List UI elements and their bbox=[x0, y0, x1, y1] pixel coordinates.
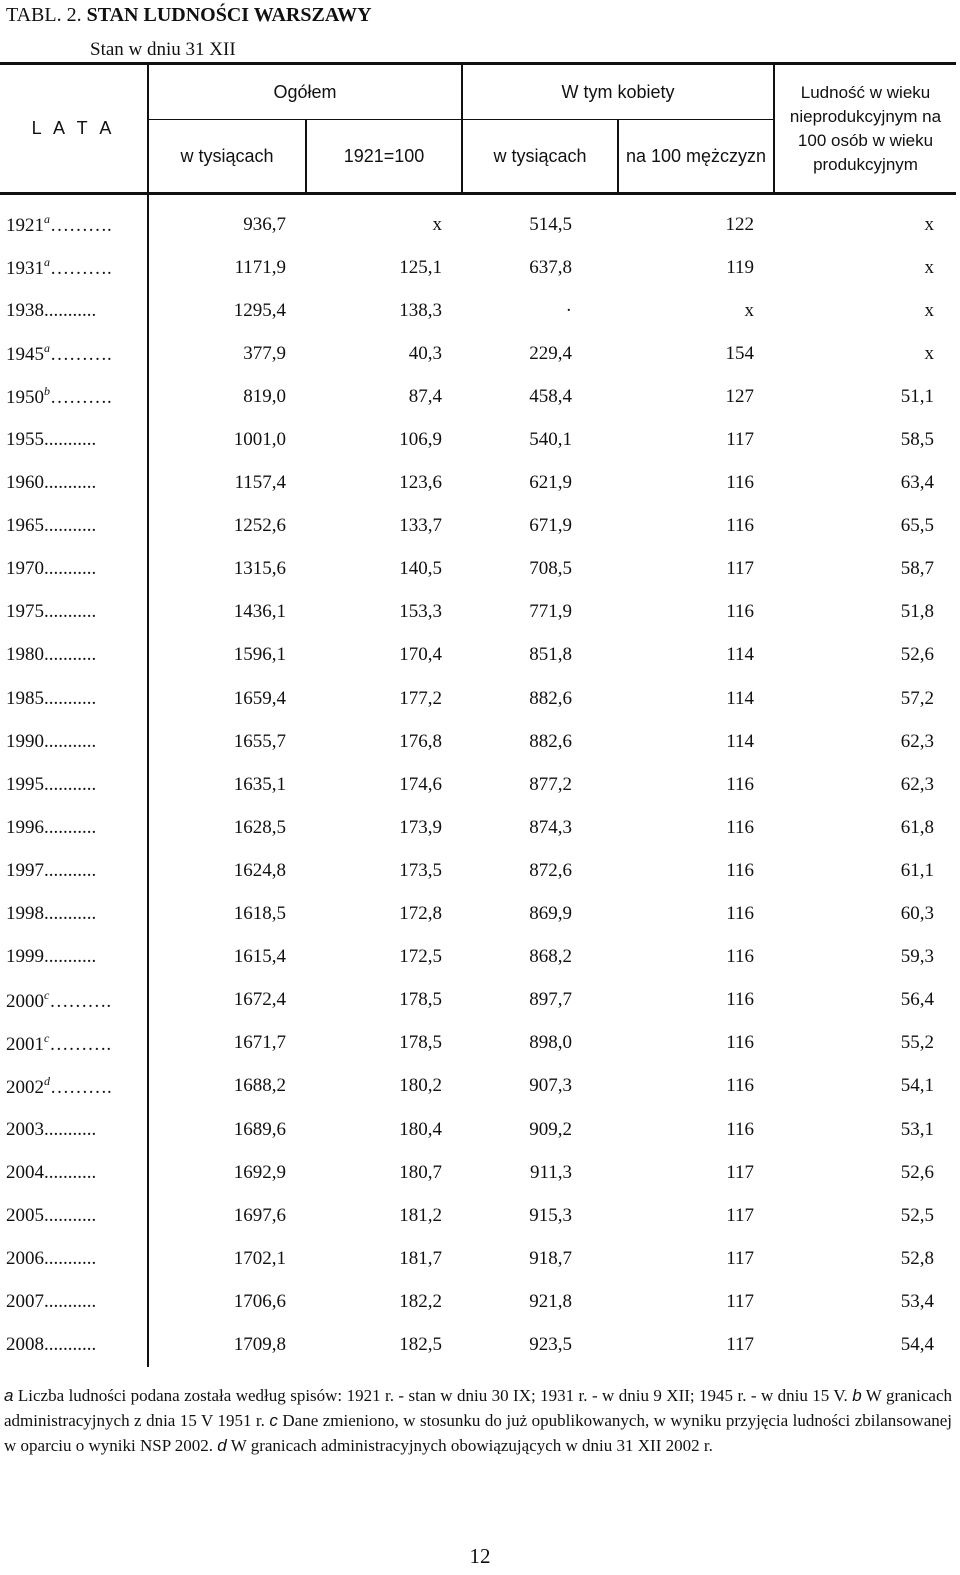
row-year: 2006 bbox=[6, 1247, 44, 1269]
row-year: 1997 bbox=[6, 859, 44, 881]
row-value-c2: 177,2 bbox=[399, 687, 442, 709]
row-value-c1: 1628,5 bbox=[148, 806, 306, 849]
row-leader-dots: ………. bbox=[50, 1076, 112, 1098]
row-value-c5: 61,8 bbox=[900, 816, 934, 838]
row-year: 1999 bbox=[6, 946, 44, 968]
row-value-c1: 1688,2 bbox=[148, 1065, 306, 1108]
col-header-lata: L A T A bbox=[0, 64, 148, 194]
row-value-c1: 377,9 bbox=[148, 332, 306, 375]
row-value-c4: 116 bbox=[726, 903, 754, 925]
row-year: 1938 bbox=[6, 299, 44, 321]
row-leader-dots: ........... bbox=[44, 1290, 97, 1312]
row-value-c5: 56,4 bbox=[900, 989, 934, 1011]
table-row bbox=[0, 1237, 956, 1280]
row-leader-dots: ………. bbox=[50, 215, 112, 237]
col-header-total-index: 1921=100 bbox=[306, 120, 462, 194]
row-value-c5: 62,3 bbox=[900, 773, 934, 795]
table-row bbox=[0, 418, 956, 461]
col-header-women-thousands: w tysiącach bbox=[462, 120, 618, 194]
row-year: 1931 bbox=[6, 258, 44, 280]
row-value-c5: 63,4 bbox=[900, 472, 934, 494]
row-value-c5: 54,1 bbox=[900, 1075, 934, 1097]
row-value-c3: 911,3 bbox=[529, 1161, 572, 1183]
row-year-cell bbox=[0, 505, 148, 548]
row-leader-dots: ........... bbox=[44, 601, 97, 623]
row-value-c5: 58,7 bbox=[900, 558, 934, 580]
row-value-c3: · bbox=[565, 299, 572, 321]
row-leader-dots: ........... bbox=[44, 773, 97, 795]
row-value-c2: 106,9 bbox=[399, 429, 442, 451]
row-value-c4: 117 bbox=[726, 558, 754, 580]
row-value-c5: 54,4 bbox=[900, 1333, 934, 1355]
table-row bbox=[0, 246, 956, 289]
row-footnote-mark: a bbox=[44, 212, 50, 227]
row-value-c2: 123,6 bbox=[399, 472, 442, 494]
row-value-c4: 116 bbox=[726, 859, 754, 881]
row-year-cell bbox=[0, 462, 148, 505]
row-value-c4: 154 bbox=[725, 342, 754, 364]
table-row bbox=[0, 1065, 956, 1108]
row-year: 1995 bbox=[6, 773, 44, 795]
row-leader-dots: ........... bbox=[44, 1333, 97, 1355]
row-value-c5: 60,3 bbox=[900, 903, 934, 925]
table-row bbox=[0, 1280, 956, 1323]
row-value-c4: 116 bbox=[726, 1075, 754, 1097]
row-leader-dots: ………. bbox=[50, 387, 112, 409]
row-value-c4: 122 bbox=[725, 213, 754, 235]
row-value-c1: 1615,4 bbox=[148, 936, 306, 979]
row-leader-dots: ........... bbox=[44, 644, 97, 666]
row-year-cell bbox=[0, 289, 148, 332]
row-value-c5: 52,5 bbox=[900, 1204, 934, 1226]
row-year-cell bbox=[0, 1022, 148, 1065]
row-value-c2: 180,4 bbox=[399, 1118, 442, 1140]
row-value-c2: 133,7 bbox=[399, 515, 442, 537]
table-row bbox=[0, 505, 956, 548]
col-header-women-per-100: na 100 mężczyzn bbox=[618, 120, 774, 194]
row-value-c3: 882,6 bbox=[529, 730, 572, 752]
row-year-cell bbox=[0, 806, 148, 849]
row-leader-dots: ........... bbox=[44, 859, 97, 881]
row-year-cell bbox=[0, 1194, 148, 1237]
row-value-c2: 174,6 bbox=[399, 773, 442, 795]
row-value-c2: 181,7 bbox=[399, 1247, 442, 1269]
row-value-c1: 819,0 bbox=[148, 375, 306, 418]
row-value-c4: x bbox=[744, 299, 754, 321]
row-value-c2: 140,5 bbox=[399, 558, 442, 580]
row-year-cell bbox=[0, 375, 148, 418]
row-value-c1: 1596,1 bbox=[148, 634, 306, 677]
row-value-c2: 125,1 bbox=[399, 256, 442, 278]
table-row bbox=[0, 979, 956, 1022]
page-number: 12 bbox=[469, 1544, 491, 1568]
row-value-c5: 62,3 bbox=[900, 730, 934, 752]
row-value-c4: 116 bbox=[726, 773, 754, 795]
row-leader-dots: ........... bbox=[44, 1204, 97, 1226]
row-value-c2: x bbox=[432, 213, 442, 235]
row-value-c2: 181,2 bbox=[399, 1204, 442, 1226]
row-leader-dots: ........... bbox=[44, 472, 97, 494]
table-row bbox=[0, 936, 956, 979]
row-value-c1: 1618,5 bbox=[148, 893, 306, 936]
table-row bbox=[0, 720, 956, 763]
row-year-cell bbox=[0, 548, 148, 591]
row-value-c2: 180,7 bbox=[399, 1161, 442, 1183]
row-year: 2004 bbox=[6, 1161, 44, 1183]
row-year-cell bbox=[0, 893, 148, 936]
row-year: 2002 bbox=[6, 1076, 44, 1098]
row-value-c3: 915,3 bbox=[529, 1204, 572, 1226]
row-year-cell bbox=[0, 1108, 148, 1151]
row-year-cell bbox=[0, 1065, 148, 1108]
row-year-cell bbox=[0, 246, 148, 289]
row-leader-dots: ........... bbox=[44, 1118, 97, 1140]
row-year: 1990 bbox=[6, 730, 44, 752]
row-value-c4: 114 bbox=[726, 644, 754, 666]
row-year: 1921 bbox=[6, 215, 44, 237]
row-value-c5: 51,8 bbox=[900, 601, 934, 623]
row-year-cell bbox=[0, 194, 148, 247]
row-year-cell bbox=[0, 332, 148, 375]
footnote-d-mark: d bbox=[217, 1436, 227, 1455]
table-row bbox=[0, 806, 956, 849]
row-value-c5: 52,6 bbox=[900, 644, 934, 666]
row-year: 1975 bbox=[6, 601, 44, 623]
table-row bbox=[0, 332, 956, 375]
row-value-c1: 1697,6 bbox=[148, 1194, 306, 1237]
row-leader-dots: ………. bbox=[49, 1033, 112, 1055]
table-row bbox=[0, 548, 956, 591]
row-value-c5: 58,5 bbox=[900, 429, 934, 451]
row-value-c4: 116 bbox=[726, 1118, 754, 1140]
row-value-c3: 868,2 bbox=[529, 946, 572, 968]
row-value-c4: 116 bbox=[726, 989, 754, 1011]
row-value-c3: 909,2 bbox=[529, 1118, 572, 1140]
row-year: 1980 bbox=[6, 644, 44, 666]
row-value-c3: 918,7 bbox=[529, 1247, 572, 1269]
row-value-c2: 87,4 bbox=[408, 385, 442, 407]
row-value-c5: 55,2 bbox=[900, 1032, 934, 1054]
footnote-a: Liczba ludności podana została według spisów: 1921 r. - stan w dniu 30 IX; 1931 r. - w dniu 9 XII; 1945 r. - w dniu 15 V. bbox=[17, 1386, 848, 1405]
row-value-c3: 872,6 bbox=[529, 859, 572, 881]
row-value-c4: 117 bbox=[726, 1290, 754, 1312]
row-year: 1950 bbox=[6, 387, 44, 409]
row-value-c2: 40,3 bbox=[408, 342, 442, 364]
row-year-cell bbox=[0, 1280, 148, 1323]
row-value-c2: 180,2 bbox=[399, 1075, 442, 1097]
row-value-c4: 117 bbox=[726, 429, 754, 451]
row-leader-dots: ........... bbox=[44, 687, 97, 709]
row-value-c4: 117 bbox=[726, 1247, 754, 1269]
table-row bbox=[0, 375, 956, 418]
row-year-cell bbox=[0, 418, 148, 461]
row-footnote-mark: a bbox=[44, 255, 50, 270]
row-leader-dots: ………. bbox=[49, 990, 112, 1012]
row-value-c5: x bbox=[924, 256, 934, 278]
row-leader-dots: ........... bbox=[44, 1247, 97, 1269]
row-value-c5: 52,8 bbox=[900, 1247, 934, 1269]
row-value-c4: 116 bbox=[726, 816, 754, 838]
row-footnote-mark: a bbox=[44, 341, 50, 356]
row-value-c4: 116 bbox=[726, 946, 754, 968]
row-value-c1: 1635,1 bbox=[148, 763, 306, 806]
row-year: 1960 bbox=[6, 472, 44, 494]
row-footnote-mark: d bbox=[44, 1073, 50, 1088]
row-value-c2: 138,3 bbox=[399, 299, 442, 321]
row-leader-dots: ........... bbox=[44, 903, 97, 925]
row-value-c3: 907,3 bbox=[529, 1075, 572, 1097]
row-value-c2: 173,9 bbox=[399, 816, 442, 838]
row-value-c1: 1295,4 bbox=[148, 289, 306, 332]
row-value-c1: 1672,4 bbox=[148, 979, 306, 1022]
row-value-c4: 116 bbox=[726, 1032, 754, 1054]
row-value-c5: 65,5 bbox=[900, 515, 934, 537]
row-footnote-mark: c bbox=[44, 1030, 50, 1045]
population-table-container bbox=[0, 62, 956, 1367]
row-value-c5: 61,1 bbox=[900, 859, 934, 881]
row-value-c3: 851,8 bbox=[529, 644, 572, 666]
dependency-line-2: nieprodukcyjnym na bbox=[789, 106, 942, 126]
row-year-cell bbox=[0, 634, 148, 677]
table-row bbox=[0, 194, 956, 247]
row-value-c1: 1252,6 bbox=[148, 505, 306, 548]
row-year: 1945 bbox=[6, 344, 44, 366]
row-year: 2007 bbox=[6, 1290, 44, 1312]
row-year-cell bbox=[0, 1237, 148, 1280]
row-value-c1: 1001,0 bbox=[148, 418, 306, 461]
row-leader-dots: ........... bbox=[44, 515, 97, 537]
row-leader-dots: ………. bbox=[50, 258, 112, 280]
row-value-c3: 540,1 bbox=[529, 429, 572, 451]
table-row bbox=[0, 1022, 956, 1065]
row-value-c1: 1671,7 bbox=[148, 1022, 306, 1065]
row-year: 1998 bbox=[6, 903, 44, 925]
table-row bbox=[0, 677, 956, 720]
table-subtitle: Stan w dniu 31 XII bbox=[90, 39, 236, 60]
row-value-c2: 178,5 bbox=[399, 989, 442, 1011]
footnote-b-mark: b bbox=[852, 1386, 862, 1405]
row-year-cell bbox=[0, 1151, 148, 1194]
row-year-cell bbox=[0, 849, 148, 892]
row-value-c5: x bbox=[924, 342, 934, 364]
table-row bbox=[0, 1151, 956, 1194]
row-year: 1970 bbox=[6, 558, 44, 580]
row-value-c3: 637,8 bbox=[529, 256, 572, 278]
footnote-b: W granicach administracyjnych z dnia 15 V 1951 r. bbox=[4, 1386, 953, 1430]
row-value-c2: 182,2 bbox=[399, 1290, 442, 1312]
row-value-c3: 869,9 bbox=[529, 903, 572, 925]
row-value-c5: 53,4 bbox=[900, 1290, 934, 1312]
col-header-women: W tym kobiety bbox=[462, 64, 774, 120]
row-year-cell bbox=[0, 979, 148, 1022]
row-footnote-mark: c bbox=[44, 987, 50, 1002]
row-value-c5: x bbox=[924, 299, 934, 321]
row-value-c5: 57,2 bbox=[900, 687, 934, 709]
table-title bbox=[6, 4, 372, 26]
row-value-c3: 514,5 bbox=[529, 213, 572, 235]
dependency-line-1: Ludność w wieku bbox=[800, 82, 931, 102]
row-value-c2: 178,5 bbox=[399, 1032, 442, 1054]
table-row bbox=[0, 1108, 956, 1151]
table-body bbox=[0, 194, 956, 1367]
row-year: 1955 bbox=[6, 429, 44, 451]
row-year: 2005 bbox=[6, 1204, 44, 1226]
row-leader-dots: ........... bbox=[44, 1161, 97, 1183]
footnotes bbox=[4, 1383, 952, 1458]
row-value-c3: 921,8 bbox=[529, 1290, 572, 1312]
row-value-c3: 874,3 bbox=[529, 816, 572, 838]
row-value-c2: 173,5 bbox=[399, 859, 442, 881]
row-value-c1: 1689,6 bbox=[148, 1108, 306, 1151]
row-value-c4: 127 bbox=[725, 385, 754, 407]
row-value-c3: 458,4 bbox=[529, 385, 572, 407]
row-year-cell bbox=[0, 720, 148, 763]
row-value-c1: 1655,7 bbox=[148, 720, 306, 763]
dependency-line-4: produkcyjnym bbox=[813, 154, 918, 174]
table-row bbox=[0, 634, 956, 677]
row-leader-dots: ........... bbox=[44, 429, 97, 451]
row-value-c2: 182,5 bbox=[399, 1333, 442, 1355]
row-value-c5: x bbox=[924, 213, 934, 235]
table-row bbox=[0, 849, 956, 892]
row-value-c2: 172,5 bbox=[399, 946, 442, 968]
row-value-c5: 51,1 bbox=[900, 385, 934, 407]
row-value-c1: 1315,6 bbox=[148, 548, 306, 591]
row-value-c5: 59,3 bbox=[900, 946, 934, 968]
table-heading: STAN LUDNOŚCI WARSZAWY bbox=[86, 4, 372, 26]
table-row bbox=[0, 763, 956, 806]
row-value-c1: 1702,1 bbox=[148, 1237, 306, 1280]
dependency-line-3: 100 osób w wieku bbox=[797, 130, 934, 150]
row-year: 2003 bbox=[6, 1118, 44, 1140]
row-value-c3: 708,5 bbox=[529, 558, 572, 580]
row-year-cell bbox=[0, 763, 148, 806]
row-value-c1: 1157,4 bbox=[148, 462, 306, 505]
row-value-c2: 172,8 bbox=[399, 903, 442, 925]
row-value-c3: 621,9 bbox=[529, 472, 572, 494]
row-leader-dots: ........... bbox=[44, 558, 97, 580]
row-value-c2: 170,4 bbox=[399, 644, 442, 666]
row-value-c3: 898,0 bbox=[529, 1032, 572, 1054]
col-header-total: Ogółem bbox=[148, 64, 462, 120]
row-footnote-mark: b bbox=[44, 384, 50, 399]
footnote-d: W granicach administracyjnych obowiązujących w dniu 31 XII 2002 r. bbox=[230, 1436, 713, 1455]
row-year: 2008 bbox=[6, 1333, 44, 1355]
row-value-c4: 117 bbox=[726, 1333, 754, 1355]
row-value-c2: 176,8 bbox=[399, 730, 442, 752]
row-value-c3: 897,7 bbox=[529, 989, 572, 1011]
row-value-c1: 1171,9 bbox=[148, 246, 306, 289]
row-year-cell bbox=[0, 1323, 148, 1366]
row-value-c4: 116 bbox=[726, 601, 754, 623]
table-row bbox=[0, 1323, 956, 1366]
row-value-c4: 117 bbox=[726, 1161, 754, 1183]
row-year: 1985 bbox=[6, 687, 44, 709]
row-year-cell bbox=[0, 591, 148, 634]
row-leader-dots: ........... bbox=[44, 730, 97, 752]
row-leader-dots: ........... bbox=[44, 816, 97, 838]
row-value-c5: 52,6 bbox=[900, 1161, 934, 1183]
row-value-c4: 116 bbox=[726, 472, 754, 494]
table-row bbox=[0, 893, 956, 936]
row-year-cell bbox=[0, 936, 148, 979]
row-value-c1: 1709,8 bbox=[148, 1323, 306, 1366]
row-value-c3: 229,4 bbox=[529, 342, 572, 364]
col-header-dependency bbox=[774, 64, 956, 194]
row-leader-dots: ........... bbox=[44, 299, 97, 321]
population-table bbox=[0, 62, 956, 1367]
row-year: 1965 bbox=[6, 515, 44, 537]
row-year-cell bbox=[0, 677, 148, 720]
row-year: 2001 bbox=[6, 1033, 44, 1055]
row-value-c4: 117 bbox=[726, 1204, 754, 1226]
table-row bbox=[0, 462, 956, 505]
row-value-c2: 153,3 bbox=[399, 601, 442, 623]
table-row bbox=[0, 289, 956, 332]
row-value-c1: 936,7 bbox=[148, 194, 306, 247]
table-number: TABL. 2. bbox=[6, 4, 82, 26]
row-value-c4: 119 bbox=[726, 256, 754, 278]
row-year: 2000 bbox=[6, 990, 44, 1012]
row-value-c4: 114 bbox=[726, 730, 754, 752]
row-value-c5: 53,1 bbox=[900, 1118, 934, 1140]
row-value-c4: 116 bbox=[726, 515, 754, 537]
row-value-c3: 882,6 bbox=[529, 687, 572, 709]
footnote-a-mark: a bbox=[4, 1386, 14, 1405]
footnote-c: Dane zmieniono, w stosunku do już opublikowanych, w wyniku przyjęcia ludności zbilansowanej w oparciu o wyniki NSP 2002. bbox=[4, 1411, 953, 1455]
table-row bbox=[0, 1194, 956, 1237]
row-leader-dots: ………. bbox=[50, 344, 112, 366]
row-value-c3: 923,5 bbox=[529, 1333, 572, 1355]
row-value-c3: 771,9 bbox=[529, 601, 572, 623]
footnote-c-mark: c bbox=[269, 1411, 278, 1430]
row-value-c4: 114 bbox=[726, 687, 754, 709]
row-value-c1: 1706,6 bbox=[148, 1280, 306, 1323]
col-header-total-thousands: w tysiącach bbox=[148, 120, 306, 194]
row-value-c1: 1659,4 bbox=[148, 677, 306, 720]
row-value-c3: 877,2 bbox=[529, 773, 572, 795]
row-value-c1: 1692,9 bbox=[148, 1151, 306, 1194]
row-value-c1: 1436,1 bbox=[148, 591, 306, 634]
row-leader-dots: ........... bbox=[44, 946, 97, 968]
row-value-c1: 1624,8 bbox=[148, 849, 306, 892]
row-value-c3: 671,9 bbox=[529, 515, 572, 537]
table-row bbox=[0, 591, 956, 634]
row-year: 1996 bbox=[6, 816, 44, 838]
